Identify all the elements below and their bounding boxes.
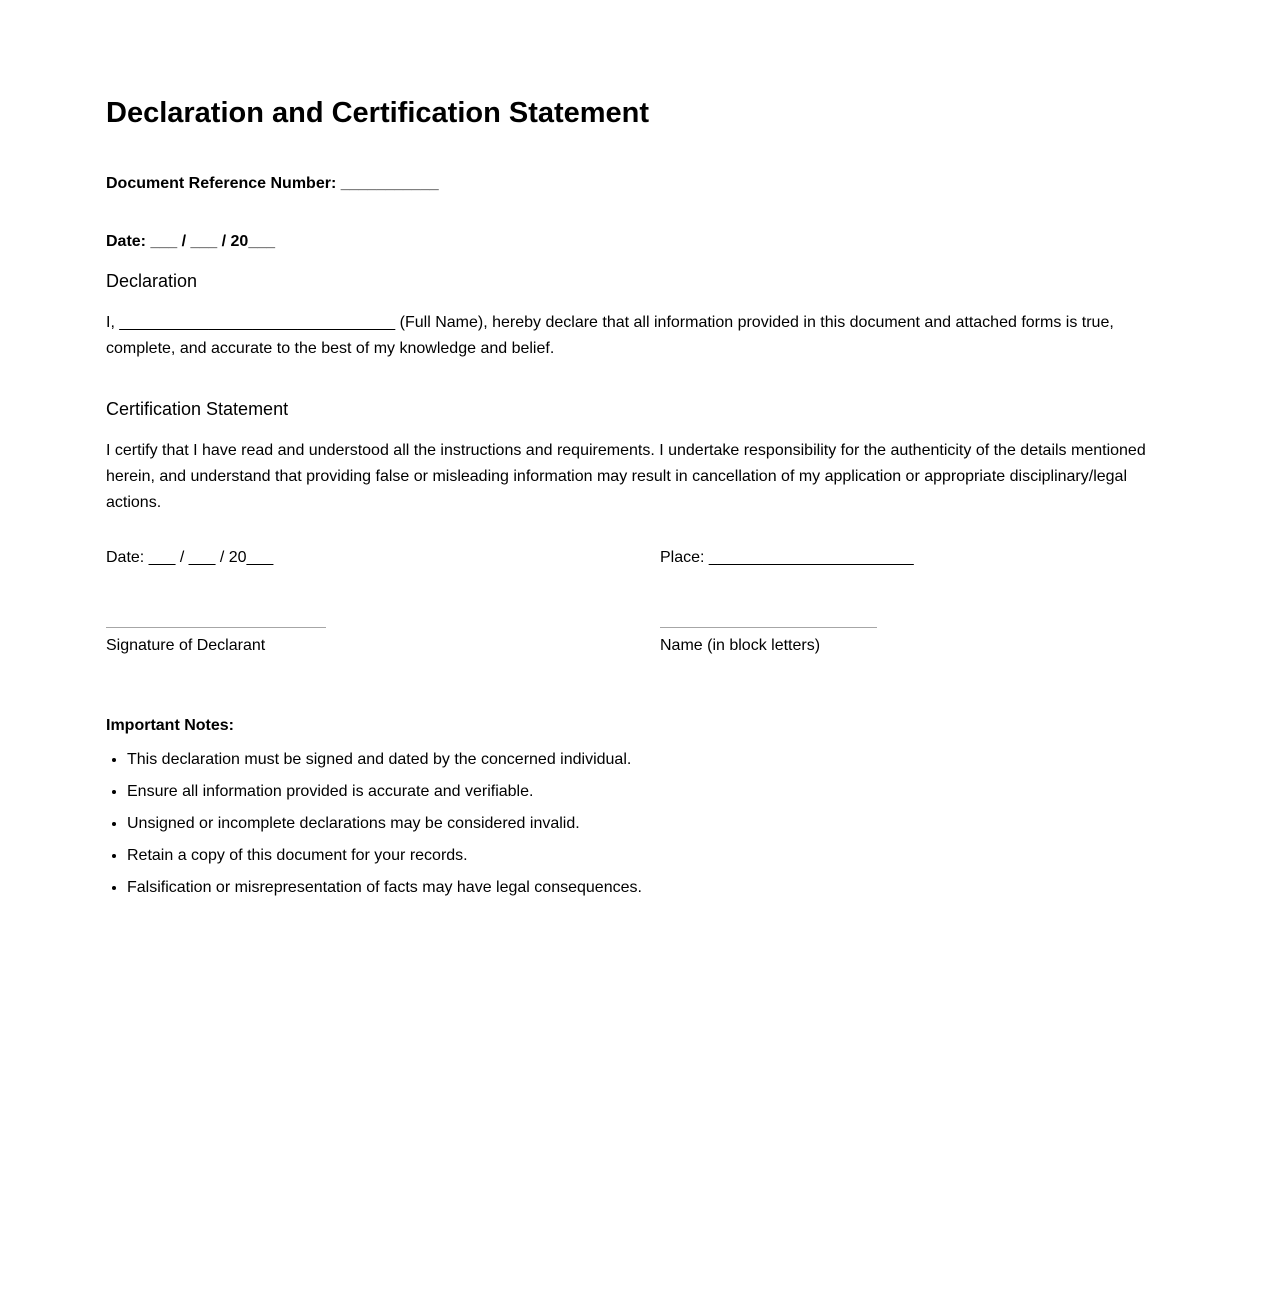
date-place-row bbox=[106, 548, 1166, 568]
full-name-blank: _______________________________ bbox=[119, 314, 396, 331]
date-bottom-label: Date: bbox=[106, 549, 145, 566]
certification-heading: Certification Statement bbox=[106, 399, 289, 419]
declaration-text: (Full Name), hereby declare that all information provided in this document and attached forms is true, complete, and accurate to the best of my knowledge and belief. bbox=[106, 314, 1114, 357]
signature-label: Signature of Declarant bbox=[106, 637, 266, 654]
note-item-5: • Falsification or misrepresentation of facts may have legal consequences. bbox=[127, 878, 1166, 898]
date-top-label: Date: bbox=[106, 233, 147, 250]
document-content bbox=[106, 96, 1166, 898]
declaration-heading: Declaration bbox=[106, 271, 198, 291]
date-bottom-blank: ___ / ___ / 20___ bbox=[148, 549, 274, 566]
signature-block bbox=[106, 627, 660, 656]
name-rule bbox=[660, 627, 877, 628]
date-top-line bbox=[106, 232, 1166, 252]
signature-rule bbox=[106, 627, 326, 628]
date-top-blank: ___ / ___ / 20___ bbox=[150, 233, 276, 250]
date-bottom-line bbox=[106, 548, 660, 568]
page-title: Declaration and Certification Statement bbox=[106, 97, 650, 129]
name-label: Name (in block letters) bbox=[660, 637, 821, 654]
doc-ref-line bbox=[106, 174, 1166, 194]
signature-row bbox=[106, 627, 1166, 656]
place-blank: _______________________ bbox=[708, 549, 914, 566]
important-notes-list bbox=[106, 750, 1166, 898]
note-item-3: • Unsigned or incomplete declarations may be considered invalid. bbox=[127, 814, 1166, 834]
place-label: Place: bbox=[660, 549, 705, 566]
note-item-4: • Retain a copy of this document for your records. bbox=[127, 846, 1166, 866]
doc-ref-blank: ___________ bbox=[340, 175, 439, 192]
notes-heading: Important Notes: bbox=[106, 717, 234, 734]
declaration-prefix: I, bbox=[106, 314, 115, 331]
place-line bbox=[660, 548, 1166, 568]
certification-paragraph: I certify that I have read and understood all the instructions and requirements. I undertake responsibility for the authenticity of the details mentioned herein, and understand that providing false or misleading information may result in cancellation of my application or appropriate disciplinary/legal actions. bbox=[106, 442, 1146, 511]
declaration-paragraph bbox=[106, 310, 1166, 362]
name-block bbox=[660, 627, 1166, 656]
doc-ref-label: Document Reference Number: bbox=[106, 175, 337, 192]
note-item-1: • This declaration must be signed and dated by the concerned individual. bbox=[127, 750, 1166, 770]
note-item-2: • Ensure all information provided is accurate and verifiable. bbox=[127, 782, 1166, 802]
